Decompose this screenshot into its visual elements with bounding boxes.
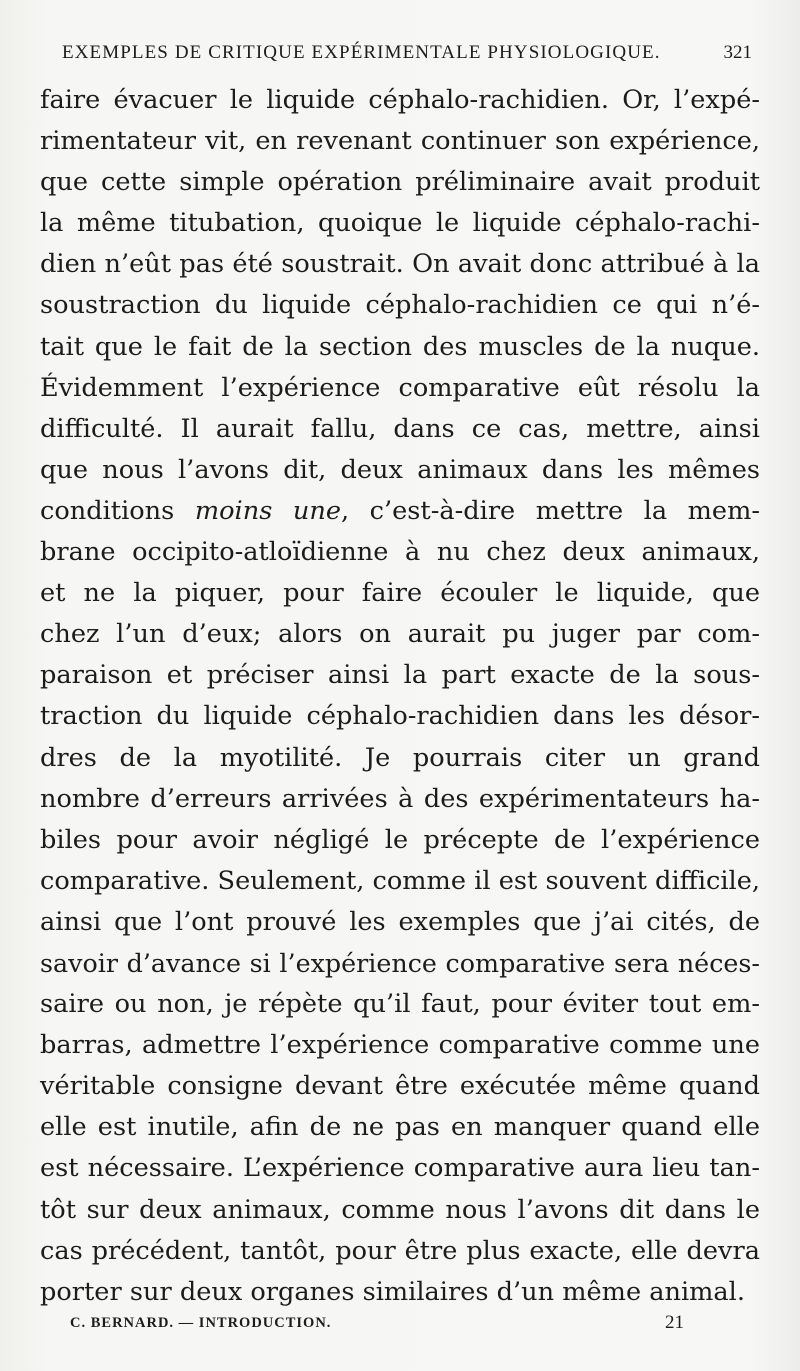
- text-line: faire évacuer le liquide céphalo-rachidien. Or, l’expé-: [40, 85, 760, 115]
- text-line: porter sur deux organes similaires d’un même animal.: [40, 1276, 746, 1307]
- text-line: chez l’un d’eux; alors on aurait pu juger par com-: [40, 619, 760, 650]
- text-line: traction du liquide céphalo-rachidien dans les désor-: [40, 701, 760, 732]
- text-line: dres de la myotilité. Je pourrais citer un grand: [40, 742, 760, 773]
- text-line: dien n’eût pas été soustrait. On avait donc attribué à la: [40, 249, 760, 280]
- text-line: nombre d’erreurs arrivées à des expérimentateurs ha-: [40, 783, 760, 814]
- text-line: elle est inutile, afin de ne pas en manquer quand elle: [40, 1112, 760, 1143]
- text-line: savoir d’avance si l’expérience comparative sera néces-: [40, 947, 760, 978]
- line-segment: , c’est-à-dire mettre la mem-: [340, 495, 760, 526]
- text-line: cas précédent, tantôt, pour être plus exacte, elle devra: [40, 1235, 760, 1266]
- text-line: saire ou non, je répète qu’il faut, pour éviter tout em-: [40, 989, 760, 1020]
- italic-phrase: moins une: [194, 495, 341, 526]
- page-footer: [40, 1310, 760, 1336]
- text-line: est nécessaire. L’expérience comparative aura lieu tan-: [40, 1153, 760, 1184]
- body-text: [40, 80, 760, 1313]
- text-line: soustraction du liquide céphalo-rachidien ce qui n’é-: [40, 290, 760, 321]
- text-line: tôt sur deux animaux, comme nous l’avons dit dans le: [40, 1194, 760, 1225]
- text-line: rimentateur vit, en revenant continuer son expérience,: [40, 126, 760, 157]
- text-line: comparative. Seulement, comme il est souvent difficile,: [40, 865, 760, 896]
- sheet-number: 21: [665, 1312, 684, 1333]
- running-head: [40, 40, 760, 66]
- text-line: biles pour avoir négligé le précepte de l’expérience: [40, 824, 760, 855]
- signature-line: C. BERNARD. — INTRODUCTION.: [70, 1315, 332, 1331]
- text-line: difficulté. Il aurait fallu, dans ce cas, mettre, ainsi: [40, 413, 760, 444]
- text-line: ainsi que l’ont prouvé les exemples que j’ai cités, de: [40, 906, 760, 937]
- text-line: barras, admettre l’expérience comparative comme une: [40, 1030, 760, 1061]
- text-line-with-italic: [40, 491, 760, 532]
- text-line: véritable consigne devant être exécutée même quand: [40, 1071, 760, 1102]
- text-line: la même titubation, quoique le liquide céphalo-rachi-: [40, 208, 760, 239]
- text-line: paraison et préciser ainsi la part exacte de la sous-: [40, 660, 760, 691]
- text-line: Évidemment l’expérience comparative eût résolu la: [40, 372, 760, 403]
- page-number: 321: [723, 42, 752, 63]
- text-line: que nous l’avons dit, deux animaux dans les mêmes: [40, 454, 760, 485]
- line-segment: conditions: [40, 495, 195, 526]
- text-line: brane occipito-atloïdienne à nu chez deux animaux,: [40, 537, 760, 568]
- text-line: que cette simple opération préliminaire avait produit: [40, 167, 760, 198]
- text-line: tait que le fait de la section des muscles de la nuque.: [40, 331, 760, 362]
- running-title: EXEMPLES DE CRITIQUE EXPÉRIMENTALE PHYSIOLOGIQUE.: [62, 42, 661, 63]
- text-line: et ne la piquer, pour faire écouler le liquide, que: [40, 578, 760, 609]
